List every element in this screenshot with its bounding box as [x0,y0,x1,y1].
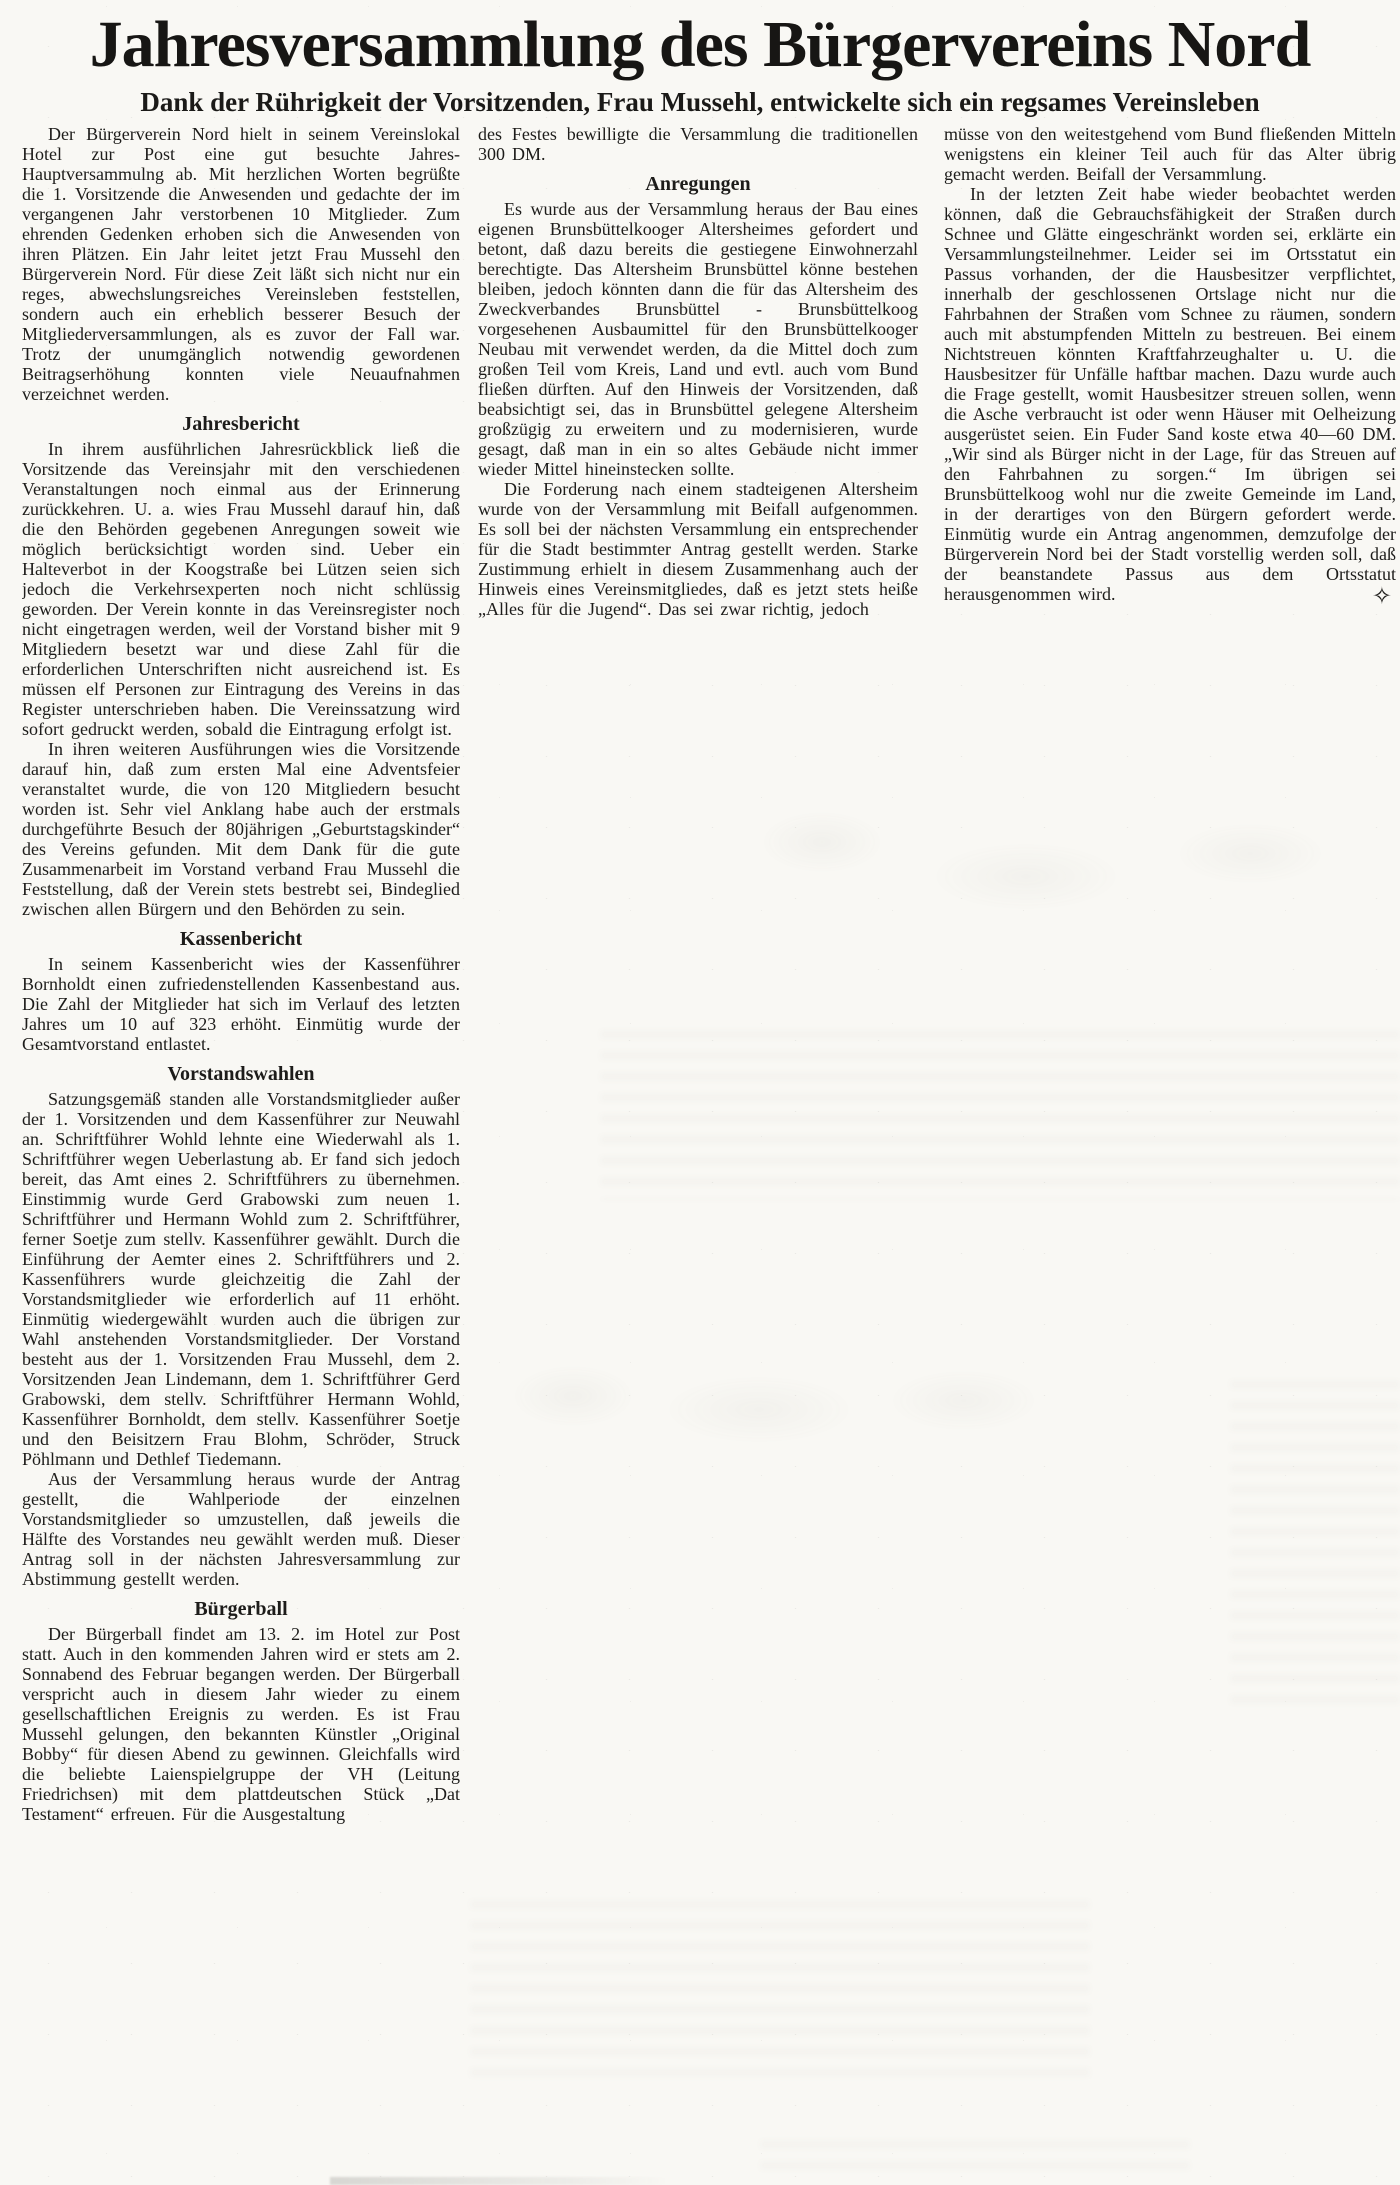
article-subheadline: Dank der Rührigkeit der Vorsitzenden, Frau Mussehl, entwickelte sich ein regsames Vereinsleben [140,87,1260,118]
paragraph: In seinem Kassenbericht wies der Kassenführer Bornholdt einen zufriedenstellenden Kassenbestand aus. Die Zahl der Mitglieder hat sich im Verlauf des letzten Jahres um 10 auf 323 erhöht. Einmütig wurde der Gesamtvorstand entlastet. [22,954,460,1054]
section-heading-anregungen: Anregungen [645,173,751,195]
bleed-through-ghost [760,2140,1190,2180]
paragraph: müsse von den weitestgehend vom Bund fließenden Mitteln wenigstens ein kleiner Teil auch für das Alter übrig gemacht werden. Beifall der Versammlung. [944,124,1396,184]
paragraph: Satzungsgemäß standen alle Vorstandsmitglieder außer der 1. Vorsitzenden und dem Kassenführer zur Neuwahl an. Schriftführer Wohld lehnte eine Wiederwahl als 1. Schriftführer wegen Ueberlastung ab. Er fand sich jedoch bereit, das Amt eines 2. Schriftführers zu übernehmen. Einstimmig wurde Gerd Grabowski zum neuen 1. Schriftführer und Hermann Wohld zum 2. Schriftführer, ferner Soetje zum stellv. Kassenführer gewählt. Durch die Einführung der Aemter eines 2. Schriftführers und 2. Kassenführers wurde gleichzeitig die Zahl der Vorstandsmitglieder wie erforderlich auf 11 erhöht. Einmütig wiedergewählt wurden auch die übrigen zur Wahl anstehenden Vorstandsmitglieder. Der Vorstand besteht aus der 1. Vorsitzenden Frau Mussehl, dem 2. Vorsitzenden Jean Lindemann, dem 1. Schriftführer Gerd Grabowski, dem stellv. Schriftführer Hermann Wohld, Kassenführer Bornholdt, dem stellv. Kassenführer Soetje und den Beisitzern Frau Blohm, Schröder, Struck Pöhlmann und Dethlef Tiedemann. [22,1089,460,1469]
final-paragraph-block [944,184,1396,604]
column-1 [22,124,460,2185]
bleed-through-ghost [1230,1380,1400,1710]
bleed-through-ghost [600,1030,1400,1200]
paragraph: Der Bürgerball findet am 13. 2. im Hotel zur Post statt. Auch in den kommenden Jahren wird er stets am 2. Sonnabend des Februar begangen werden. Der Bürgerball verspricht auch in diesem Jahr wieder zu einem gesellschaftlichen Ereignis zu werden. Es ist Frau Mussehl gelungen, den bekannten Künstler „Original Bobby“ für diesen Abend zu gewinnen. Gleichfalls wird die beliebte Laienspielgruppe der VH (Leitung Friedrichsen) mit dem plattdeutschen Stück „Dat Testament“ erfreuen. Für die Ausgestaltung [22,1624,460,1824]
paragraph: Es wurde aus der Versammlung heraus der Bau eines eigenen Brunsbüttelkooger Altersheimes gefordert und betont, daß dazu bereits die gestiegene Einwohnerzahl berechtigte. Das Altersheim Brunsbüttel könne bestehen bleiben, jedoch könnten dann die für das Altersheim des Zweckverbandes Brunsbüttel - Brunsbüttelkoog vorgesehenen Ausbaumittel für den Brunsbüttelkooger Neubau mit verwendet werden, da die Mittel doch zum großen Teil vom Kreis, Land und evtl. auch vom Bund fließen dürften. Auf den Hinweis der Vorsitzenden, daß beabsichtigt sei, das in Brunsbüttel gelegene Altersheim großzügig zu erweitern und zu modernisieren, wurde gesagt, daß man in ein so altes Gebäude nicht immer wieder Mittel hineinstecken sollte. [478,199,918,479]
section-heading-buergerball: Bürgerball [194,1598,288,1620]
end-star-ornament: ✧ [1371,584,1392,604]
bleed-through-ghost [480,1360,1100,1450]
paragraph: In ihrem ausführlichen Jahresrückblick ließ die Vorsitzende das Vereinsjahr mit den verschiedenen Veranstaltungen noch einmal aus der Erinnerung zurückkehren. U. a. wies Frau Mussehl darauf hin, daß die den Behörden gegebenen Anregungen soweit wie möglich berücksichtigt worden sind. Ueber ein Halteverbot in der Koogstraße bei Lützen seien sich jedoch die Verkehrsexperten noch nicht schlüssig geworden. Der Verein konnte in das Vereinsregister noch nicht eingetragen werden, weil der Vorstand bisher mit 9 Mitgliedern besetzt war und diese Zahl für die erforderlichen Unterschriften nicht ausreichend ist. Es müssen elf Personen zur Eintragung des Vereins in das Register unterschrieben haben. Die Vereinssatzung wird sofort gedruckt werden, sobald die Eintragung erfolgt ist. [22,439,460,739]
paragraph: In der letzten Zeit habe wieder beobachtet werden können, daß die Gebrauchsfähigkeit der Straßen durch Schnee und Glätte eingeschränkt worden sei, erklärte ein Versammlungsteilnehmer. Leider sei im Ortsstatut ein Passus vorhanden, der die Hausbesitzer verpflichtet, innerhalb der geschlossenen Ortslage nicht nur die Fahrbahnen der Straßen vom Schnee zu räumen, sondern auch mit abstumpfenden Mitteln zu bestreuen. Bei einem Nichtstreuen könnten Kraftfahrzeughalter u. U. die Hausbesitzer für Unfälle haftbar machen. Dazu wurde auch die Frage gestellt, womit Hausbesitzer streuen sollen, wenn die Asche verbraucht ist oder wenn Häuser mit Oelheizung ausgerüstet seien. Ein Fuder Sand koste etwa 40—60 DM. „Wir sind als Bürger nicht in der Lage, für das Streuen auf den Fahrbahnen zu sorgen.“ Im übrigen sei Brunsbüttelkoog wohl nur die zweite Gemeinde im Land, in der derartiges von den Bürgern gefordert werde. Einmütig wurde ein Antrag angenommen, demzufolge der Bürgerverein Nord bei der Stadt vorstellig werden soll, daß der beanstandete Passus aus dem Ortsstatut herausgenommen wird. [944,184,1396,604]
article-headline: Jahresversammlung des Bürgervereins Nord [89,8,1311,81]
paragraph: Die Forderung nach einem stadteigenen Altersheim wurde von der Versammlung mit Beifall aufgenommen. Es soll bei der nächsten Versammlung ein entsprechender für die Stadt bestimmter Antrag gestellt werden. Starke Zustimmung erhielt in diesem Zusammenhang auch der Hinweis eines Vereinsmitgliedes, daß es jetzt stets heiße „Alles für die Jugend“. Das sei zwar richtig, jedoch [478,479,918,619]
paragraph: In ihren weiteren Ausführungen wies die Vorsitzende darauf hin, daß zum ersten Mal eine Adventsfeier veranstaltet wurde, die von 120 Mitgliedern besucht worden ist. Sehr viel Anklang habe auch der erstmals durchgeführte Besuch der 80jährigen „Geburtstagskinder“ des Vereins gefunden. Mit dem Dank für die gute Zusammenarbeit im Vorstand verband Frau Mussehl die Feststellung, daß der Verein stets bestrebt sei, Bindeglied zwischen allen Bürgern und den Behörden zu sein. [22,739,460,919]
masthead [0,10,1400,118]
paragraph: Der Bürgerverein Nord hielt in seinem Vereinslokal Hotel zur Post eine gut besuchte Jahres-Hauptversammulng ab. Mit herzlichen Worten begrüßte die 1. Vorsitzende die Anwesenden und gedachte der im vergangenen Jahr verstorbenen 10 Mitglieder. Zum ehrenden Gedenken erhoben sich die Anwesenden von ihren Plätzen. Ein Jahr leitet jetzt Frau Mussehl den Bürgerverein Nord. Für diese Zeit läßt sich nicht nur ein reges, abwechslungsreiches Vereinsleben feststellen, sondern auch ein erheblich besserer Besuch der Mitgliederversammlungen, als es zuvor der Fall war. Trotz der unumgänglich notwendig gewordenen Beitragserhöhung konnten viele Neuaufnahmen verzeichnet werden. [22,124,460,404]
column-3 [944,124,1396,604]
bleed-through-ghost [470,1900,1090,2080]
section-heading-kassenbericht: Kassenbericht [179,928,303,950]
bleed-through-ghost [720,750,1400,980]
paragraph: Aus der Versammlung heraus wurde der Antrag gestellt, die Wahlperiode der einzelnen Vorstandsmitglieder so umzustellen, daß jeweils die Hälfte des Vorstandes neu gewählt werden muß. Dieser Antrag soll in der nächsten Jahresversammlung zur Abstimmung gestellt werden. [22,1469,460,1589]
section-heading-jahresbericht: Jahresbericht [182,413,300,435]
column-2 [478,124,918,619]
section-heading-vorstandswahlen: Vorstandswahlen [167,1063,315,1085]
paragraph: des Festes bewilligte die Versammlung die traditionellen 300 DM. [478,124,918,164]
